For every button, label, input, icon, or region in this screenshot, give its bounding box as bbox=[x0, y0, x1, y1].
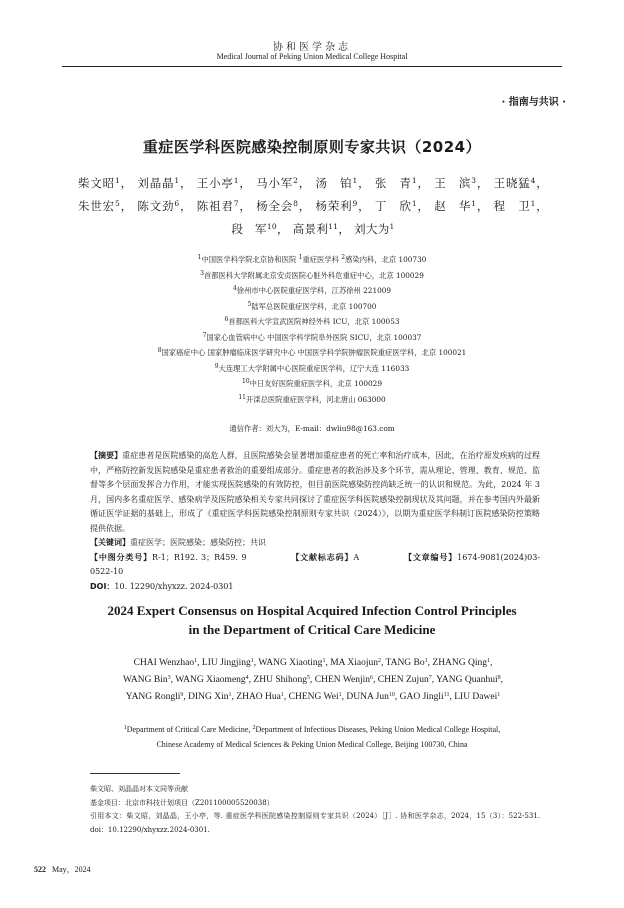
journal-name-cn: 协和医学杂志 bbox=[273, 42, 351, 53]
author-name-en: CHENG Wei bbox=[288, 692, 339, 702]
author-cn: 程 卫$^1$， bbox=[493, 199, 548, 213]
doc-code-value: A bbox=[353, 552, 360, 562]
author-name-en: WANG Xiaoting bbox=[258, 658, 323, 668]
affiliations-en bbox=[70, 723, 554, 752]
affil-number: 1 bbox=[123, 725, 127, 731]
author-line-en bbox=[88, 689, 538, 706]
article-number-label: 【文章编号】 bbox=[403, 552, 458, 562]
author-name-en: MA Xiaojun bbox=[330, 658, 378, 668]
author-affil-ref: 5 bbox=[307, 675, 310, 681]
author-affil-ref: 11 bbox=[328, 222, 339, 231]
affil-number: 1 bbox=[197, 254, 202, 261]
journal-name-en: Medical Journal of Peking Union Medical College Hospital bbox=[216, 52, 408, 61]
author-name-cn: 杨荣利 bbox=[315, 199, 353, 213]
author-name-en: ZHANG Qing bbox=[432, 658, 488, 668]
author-name-cn: 柴文昭 bbox=[78, 176, 115, 190]
affil-number: 3 bbox=[200, 269, 204, 277]
author-affil-ref: 7 bbox=[233, 199, 239, 208]
author-affil-ref: 1 bbox=[411, 199, 417, 208]
keywords-text: 重症医学；医院感染；感染防控；共识 bbox=[130, 538, 266, 547]
author-en: WANG Bin$^3$, bbox=[123, 675, 176, 685]
author-affil-ref: 6 bbox=[174, 199, 180, 208]
clc-label: 【中图分类号】 bbox=[90, 552, 152, 562]
author-affil-ref: 3 bbox=[471, 176, 477, 185]
affil-text: 首都医科大学附属北京安贞医院心脏外科危重症中心，北京 100029 bbox=[203, 270, 424, 280]
author-en: WANG Xiaoting$^1$, bbox=[258, 658, 331, 668]
keywords-row bbox=[90, 536, 540, 551]
section-label: · 指南与共识 · bbox=[501, 97, 566, 108]
affil-number: 5 bbox=[247, 300, 252, 308]
author-affil-ref: 1 bbox=[228, 692, 232, 698]
author-name-cn: 刘大为 bbox=[354, 222, 390, 236]
affil-text: 中国医学科学院北京协和医院 bbox=[201, 255, 299, 264]
author-en: CHEN Wenjin$^6$, bbox=[314, 675, 378, 685]
footnote-funding: 基金项目：北京市科技计划项目（Z201100005520038） bbox=[90, 798, 274, 807]
affil-text: 重症医学科 bbox=[302, 255, 342, 264]
affil-number: 4 bbox=[232, 285, 237, 292]
affil-number: 7 bbox=[202, 331, 207, 339]
affiliation-cn bbox=[60, 376, 564, 392]
author-en: WANG Xiaomeng$^4$, bbox=[175, 675, 254, 685]
footnote-rule bbox=[90, 773, 180, 774]
author-name-en: LIU Dawei bbox=[454, 692, 498, 702]
classification-row bbox=[90, 551, 540, 580]
author-cn: 高景利$^{11}$， bbox=[292, 222, 351, 236]
author-cn: 王小亭$^1$， bbox=[196, 176, 252, 190]
abstract-block bbox=[90, 449, 540, 594]
author-line-en bbox=[88, 655, 538, 672]
affiliation-en bbox=[70, 723, 554, 738]
author-affil-ref: 3 bbox=[167, 675, 171, 681]
affil-text: 国家癌症中心 国家肿瘤临床医学研究中心 中国医学科学院肿瘤医院重症医学科，北京 100021 bbox=[161, 348, 467, 357]
affiliation-cn bbox=[60, 268, 564, 284]
affil-number: 11 bbox=[238, 393, 246, 401]
affil-number: 6 bbox=[224, 316, 229, 323]
author-name-cn: 高景利 bbox=[292, 222, 329, 236]
author-cn: 丁 欣$^1$， bbox=[374, 199, 430, 213]
affil-text: 大连理工大学附属中心医院重症医学科，辽宁大连 116033 bbox=[218, 363, 410, 373]
author-name-en: DING Xin bbox=[188, 692, 229, 702]
author-cn: 段 军$^{10}$， bbox=[231, 222, 289, 236]
author-name-cn: 杨全会 bbox=[256, 199, 294, 213]
author-name-cn: 马小军 bbox=[256, 176, 294, 190]
author-affil-ref: 8 bbox=[293, 199, 299, 208]
author-name-en: WANG Bin bbox=[123, 675, 168, 685]
author-affil-ref: 1 bbox=[250, 658, 254, 664]
author-affil-ref: 1 bbox=[352, 176, 358, 185]
author-en: CHAI Wenzhao$^1$, bbox=[133, 658, 202, 668]
author-affil-ref: 1 bbox=[114, 176, 121, 185]
author-cn: 汤 铂$^1$， bbox=[315, 176, 371, 190]
author-affil-ref: 10 bbox=[388, 692, 395, 698]
author-name-cn: 王晓猛 bbox=[493, 176, 531, 190]
affil-text: Chinese Academy of Medical Sciences & Peking Union Medical College, Beijing 100730, China bbox=[156, 739, 468, 749]
author-affil-ref: 1 bbox=[411, 176, 417, 185]
doc-code-label: 【文献标志码】 bbox=[290, 552, 354, 562]
author-affil-ref: 8 bbox=[497, 675, 501, 681]
affiliation-en bbox=[70, 738, 554, 753]
author-affil-ref: 2 bbox=[377, 658, 381, 664]
author-line-cn bbox=[78, 172, 548, 195]
header-rule bbox=[62, 66, 562, 67]
author-affil-ref: 4 bbox=[245, 675, 249, 681]
author-cn: 赵 华$^1$， bbox=[434, 199, 490, 213]
author-cn: 杨全会$^8$， bbox=[256, 199, 312, 213]
author-affil-ref: 1 bbox=[389, 222, 395, 231]
author-affil-ref: 1 bbox=[497, 692, 501, 698]
affil-text: 中日友好医院重症医学科，北京 100029 bbox=[249, 379, 382, 388]
clc-value: R-1；R192. 3；R459. 9 bbox=[152, 552, 247, 562]
author-cn: 柴文昭$^1$， bbox=[78, 176, 133, 190]
affiliation-cn bbox=[60, 299, 564, 315]
footnotes bbox=[90, 783, 540, 837]
author-en: ZHANG Qing$^1$, bbox=[432, 658, 493, 668]
author-affil-ref: 1 bbox=[322, 658, 326, 664]
author-name-en: CHEN Wenjin bbox=[314, 675, 371, 685]
author-name-en: GAO Jingli bbox=[399, 692, 444, 702]
author-en: DING Xin$^1$, bbox=[188, 692, 237, 702]
affiliation-cn bbox=[60, 330, 564, 346]
author-affil-ref: 7 bbox=[428, 675, 432, 681]
author-line-en bbox=[88, 672, 538, 689]
author-affil-ref: 5 bbox=[114, 199, 121, 208]
affil-text: Department of Infectious Diseases, Peking Union Medical College Hospital, bbox=[255, 725, 501, 734]
affil-text: 首都医科大学宣武医院神经外科 ICU，北京 100053 bbox=[228, 317, 400, 326]
affiliation-cn bbox=[60, 392, 564, 408]
author-en: GAO Jingli$^{11}$, bbox=[399, 692, 455, 702]
author-affil-ref: 1 bbox=[280, 692, 284, 698]
author-en: ZHU Shihong$^5$, bbox=[253, 675, 315, 685]
affiliation-cn bbox=[60, 314, 564, 330]
author-name-cn: 陈祖君 bbox=[196, 199, 234, 213]
affil-text: 国家心血管病中心 中国医学科学院阜外医院 SICU，北京 100037 bbox=[206, 332, 422, 342]
author-line-cn bbox=[78, 218, 548, 241]
footnote-equal-contribution: 柴文昭、刘晶晶对本文同等贡献 bbox=[90, 785, 188, 793]
keywords-label: 【关键词】 bbox=[90, 538, 130, 547]
affiliation-cn bbox=[60, 361, 564, 377]
author-cn: 朱世宏$^5$， bbox=[78, 199, 133, 213]
abstract-paragraph bbox=[90, 449, 540, 536]
author-list-cn bbox=[78, 172, 548, 241]
affil-number: 9 bbox=[214, 362, 219, 370]
author-affil-ref: 6 bbox=[370, 675, 374, 681]
author-name-en: WANG Xiaomeng bbox=[175, 675, 246, 685]
author-affil-ref: 1 bbox=[174, 176, 180, 185]
affiliation-cn bbox=[60, 252, 564, 268]
author-name-en: YANG Rongli bbox=[125, 692, 181, 702]
author-cn: 王 滨$^3$， bbox=[434, 176, 490, 190]
article-title-en bbox=[0, 601, 624, 639]
author-name-cn: 陈文劲 bbox=[137, 199, 175, 213]
page-number: 522 bbox=[34, 865, 46, 874]
author-cn: 陈祖君$^7$， bbox=[196, 199, 252, 213]
author-affil-ref: 9 bbox=[180, 692, 184, 698]
author-en: TANG Bo$^1$, bbox=[385, 658, 433, 668]
author-name-cn: 段 军 bbox=[231, 222, 267, 236]
affil-text: 徐州市中心医院重症医学科，江苏徐州 221009 bbox=[236, 286, 392, 295]
affil-number: 2 bbox=[341, 254, 346, 261]
affil-number: 1 bbox=[298, 254, 303, 261]
abstract-label: 【摘要】 bbox=[90, 451, 123, 460]
author-name-cn: 朱世宏 bbox=[78, 199, 115, 213]
author-en bbox=[454, 692, 500, 702]
author-affil-ref: 1 bbox=[338, 692, 342, 698]
article-title-cn: 重症医学科医院感染控制原则专家共识（2024） bbox=[142, 138, 482, 156]
abstract-text: 重症患者是医院感染的高危人群，且医院感染会显著增加重症患者的死亡率和治疗成本，因此，在治疗原发疾病的过程中，严格防控新发医院感染是重症患者救治的重要组成部分。重症患者的救治涉及多个环节，需从理论、管理、教育、规范、监督等多个层面发挥合力作用，才能实现医院感染的有效防控，但目前医院感染防控尚缺乏统一的认识和规范。为此，2024 年 3 月，国内多名重症医学、感染病学及医院感染相关专家共同探讨了重症医学科医院感染控制现状及其问题，并在参考国内外最新循证医学证据的基础上，形成了《重症医学科医院感染控制原则专家共识（2024）》，以期为重症医学科制订医院感染防控策略提供依据。 bbox=[90, 451, 541, 533]
author-name-en: DUNA Jun bbox=[346, 692, 389, 702]
author-name-cn: 赵 华 bbox=[434, 199, 472, 213]
author-name-cn: 王小亭 bbox=[196, 176, 234, 190]
author-en: MA Xiaojun$^2$, bbox=[330, 658, 386, 668]
author-affil-ref: 1 bbox=[487, 658, 491, 664]
author-en: LIU Jingjing$^1$, bbox=[201, 658, 259, 668]
doi-row bbox=[90, 580, 540, 595]
author-affil-ref: 1 bbox=[530, 199, 536, 208]
affil-number: 2 bbox=[252, 725, 256, 731]
author-cn: 马小军$^2$， bbox=[256, 176, 312, 190]
affil-text: Department of Critical Care Medicine, bbox=[126, 725, 253, 734]
author-name-en: ZHU Shihong bbox=[253, 675, 307, 685]
author-name-en: YANG Quanhui bbox=[436, 675, 498, 685]
corresponding-author: 通信作者：刘大为，E-mail：dwliu98@163.com bbox=[229, 424, 395, 433]
author-cn bbox=[354, 222, 394, 236]
affil-number: 10 bbox=[242, 378, 250, 385]
author-cn: 刘晶晶$^1$， bbox=[137, 176, 193, 190]
author-cn: 王晓猛$^4$， bbox=[493, 176, 548, 190]
doi-label: DOI： bbox=[90, 581, 115, 591]
author-en: CHEN Zujun$^7$, bbox=[377, 675, 437, 685]
doi-link[interactable]: 10. 12290/xhyxzz. 2024-0301 bbox=[114, 581, 234, 591]
author-name-cn: 汤 铂 bbox=[315, 176, 353, 190]
affil-text: 感染内科，北京 100730 bbox=[345, 255, 427, 264]
author-affil-ref: 4 bbox=[530, 176, 536, 185]
author-cn: 张 青$^1$， bbox=[374, 176, 430, 190]
author-name-en: ZHAO Hua bbox=[236, 692, 281, 702]
author-cn: 杨荣利$^9$， bbox=[315, 199, 371, 213]
author-name-cn: 丁 欣 bbox=[374, 199, 412, 213]
author-line-cn bbox=[78, 195, 548, 218]
author-name-en: TANG Bo bbox=[385, 658, 425, 668]
author-affil-ref: 10 bbox=[266, 222, 277, 231]
author-cn: 陈文劲$^6$， bbox=[137, 199, 193, 213]
author-en: CHENG Wei$^1$, bbox=[288, 692, 347, 702]
author-name-en: CHEN Zujun bbox=[377, 675, 429, 685]
affiliations-cn bbox=[60, 252, 564, 407]
affil-text: 开滦总医院重症医学科，河北唐山 063000 bbox=[246, 394, 386, 404]
author-en: YANG Quanhui$^8$, bbox=[436, 675, 503, 685]
author-name-cn: 程 卫 bbox=[493, 199, 531, 213]
issue-date: May，2024 bbox=[52, 865, 91, 874]
author-name-en: CHAI Wenzhao bbox=[133, 658, 195, 668]
author-affil-ref: 1 bbox=[194, 658, 198, 664]
author-affil-ref: 1 bbox=[471, 199, 477, 208]
author-name-cn: 张 青 bbox=[374, 176, 412, 190]
title-en-line: 2024 Expert Consensus on Hospital Acquired Infection Control Principles bbox=[107, 603, 517, 618]
author-list-en bbox=[88, 655, 538, 706]
author-en: YANG Rongli$^9$, bbox=[125, 692, 189, 702]
article-number-value: 1674-9081(2024)03-0522-10 bbox=[90, 552, 541, 576]
author-en: DUNA Jun$^{10}$, bbox=[346, 692, 400, 702]
affiliation-cn bbox=[60, 345, 564, 361]
author-en: ZHAO Hua$^1$, bbox=[236, 692, 289, 702]
author-affil-ref: 1 bbox=[424, 658, 428, 664]
author-name-en: LIU Jingjing bbox=[201, 658, 251, 668]
author-affil-ref: 9 bbox=[352, 199, 358, 208]
author-affil-ref: 11 bbox=[443, 692, 450, 698]
page-footer bbox=[34, 864, 91, 875]
footnote-citation: 引用本文：柴文昭，刘晶晶，王小亭，等. 重症医学科医院感染控制原则专家共识（2024）［J］. 协和医学杂志，2024，15（3）：522-531. doi：10.12290/xhyxzz.2024-0301. bbox=[90, 812, 540, 834]
author-name-cn: 刘晶晶 bbox=[137, 176, 175, 190]
author-affil-ref: 1 bbox=[233, 176, 239, 185]
affil-text: 陆军总医院重症医学科，北京 100700 bbox=[251, 301, 377, 311]
author-affil-ref: 2 bbox=[293, 176, 299, 185]
affiliation-cn bbox=[60, 283, 564, 299]
affil-number: 8 bbox=[157, 347, 162, 354]
author-name-cn: 王 滨 bbox=[434, 176, 472, 190]
title-en-line: in the Department of Critical Care Medicine bbox=[188, 622, 436, 637]
